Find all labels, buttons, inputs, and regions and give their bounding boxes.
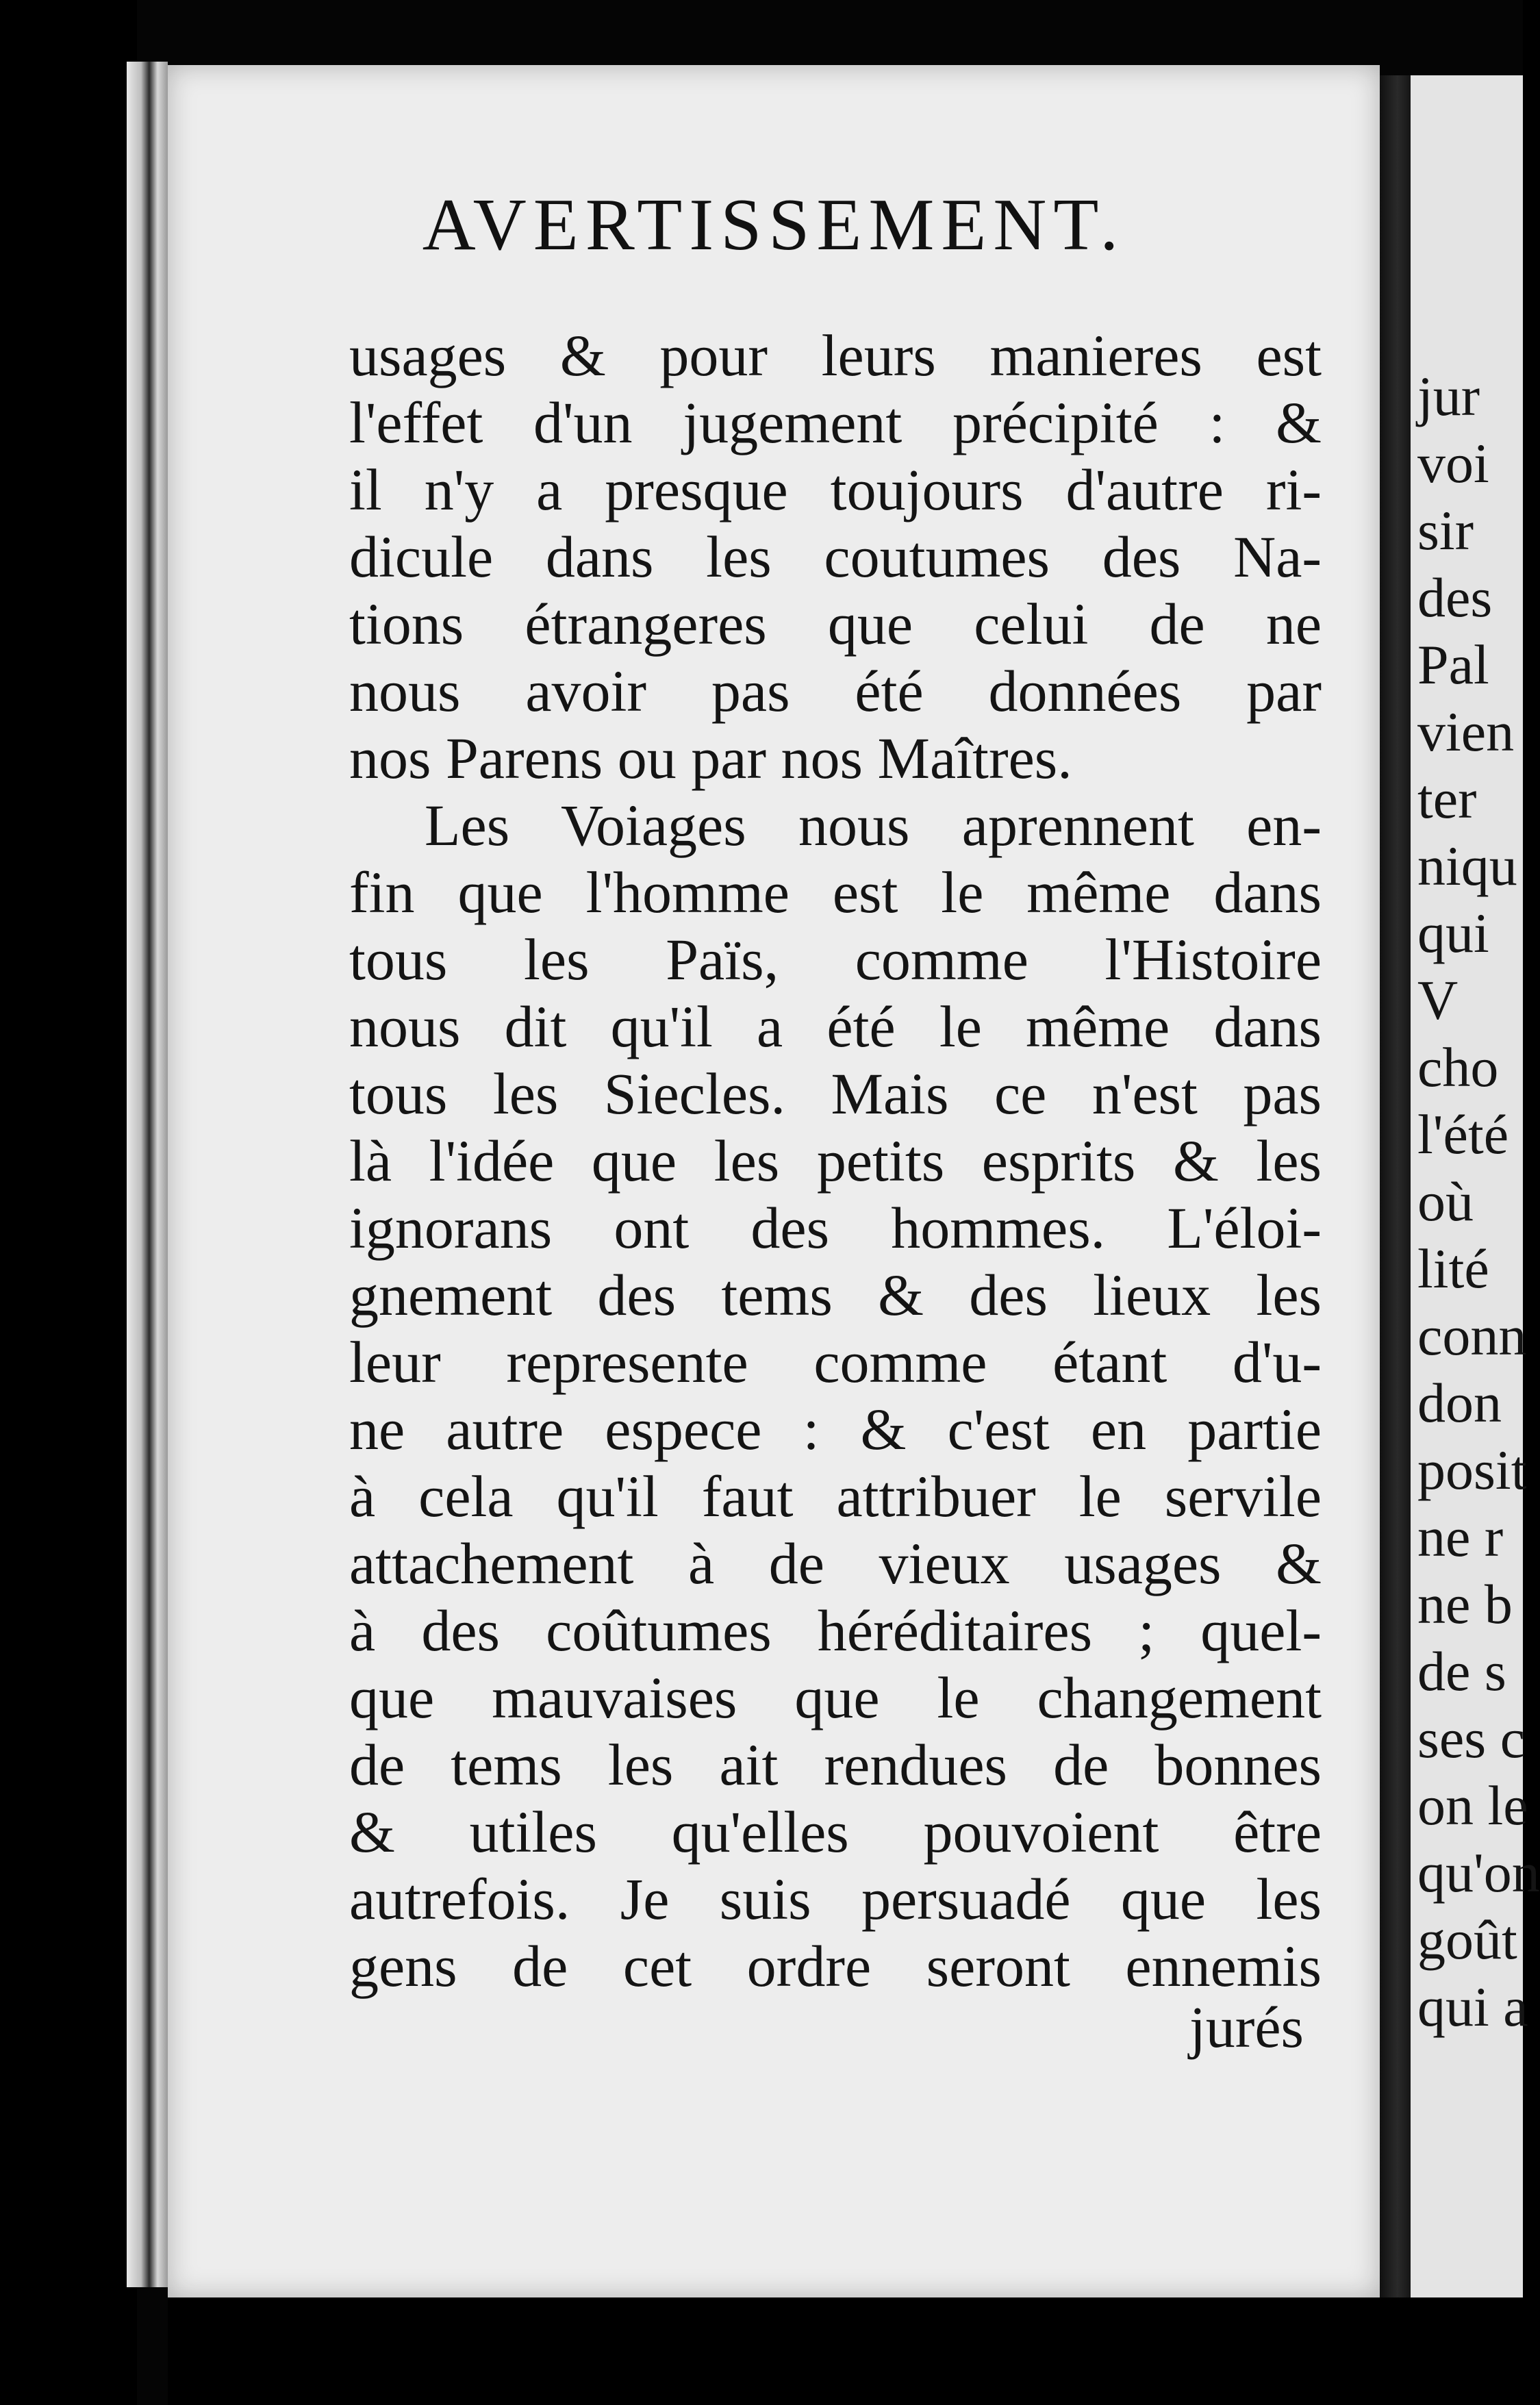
text-line: nous avoir pas été données par bbox=[349, 658, 1322, 724]
facing-text-line: voi bbox=[1417, 432, 1489, 494]
catchword: jurés bbox=[1189, 1994, 1304, 2060]
facing-text-line: ne r bbox=[1417, 1506, 1504, 1568]
facing-page-fragment bbox=[1411, 75, 1540, 2335]
facing-text-line: conn bbox=[1417, 1305, 1527, 1367]
text-line: l'effet d'un jugement précipité : & bbox=[349, 390, 1322, 455]
facing-text-line: vien bbox=[1417, 701, 1515, 763]
facing-text-line: des bbox=[1417, 566, 1493, 629]
text-line: autrefois. Je suis persuadé que les bbox=[349, 1866, 1322, 1932]
text-line: tous les Païs, comme l'Histoire bbox=[349, 927, 1322, 992]
text-line: gnement des tems & des lieux les bbox=[349, 1262, 1322, 1328]
text-line: il n'y a presque toujours d'autre ri- bbox=[349, 457, 1322, 522]
text-line: leur represente comme étant d'u- bbox=[349, 1329, 1322, 1395]
text-line: & utiles qu'elles pouvoient être bbox=[349, 1799, 1322, 1865]
facing-text-line: posit bbox=[1417, 1439, 1527, 1501]
text-line: fin que l'homme est le même dans bbox=[349, 859, 1322, 925]
text-line: de tems les ait rendues de bonnes bbox=[349, 1732, 1322, 1798]
running-head: AVERTISSEMENT. bbox=[422, 184, 1126, 266]
facing-text-line: V bbox=[1417, 969, 1459, 1031]
text-line: Les Voiages nous aprennent en- bbox=[425, 792, 1322, 858]
facing-text-line: cho bbox=[1417, 1036, 1499, 1098]
facing-text-line: qu'on bbox=[1417, 1841, 1540, 1904]
text-line: nos Parens ou par nos Maîtres. bbox=[349, 725, 1072, 791]
text-line: tions étrangeres que celui de ne bbox=[349, 591, 1322, 657]
facing-text-line: qui bbox=[1417, 902, 1489, 964]
text-line: usages & pour leurs manieres est bbox=[349, 323, 1322, 388]
text-line: là l'idée que les petits esprits & les bbox=[349, 1128, 1322, 1194]
text-line: ne autre espece : & c'est en partie bbox=[349, 1396, 1322, 1462]
facing-text-line: de s bbox=[1417, 1640, 1506, 1702]
text-line: à cela qu'il faut attribuer le servile bbox=[349, 1463, 1322, 1529]
facing-text-line: niqu bbox=[1417, 835, 1517, 897]
facing-text-line: ses c bbox=[1417, 1707, 1526, 1770]
text-line: à des coûtumes héréditaires ; quel- bbox=[349, 1598, 1322, 1663]
facing-text-line: ter bbox=[1417, 768, 1477, 830]
body-text bbox=[349, 322, 1322, 2000]
page-edge-strip bbox=[127, 62, 168, 2287]
facing-text-line: sir bbox=[1417, 499, 1474, 562]
text-line: ignorans ont des hommes. L'éloi- bbox=[349, 1195, 1322, 1261]
facing-text-line: qui a bbox=[1417, 1976, 1528, 2038]
facing-text-line: goût bbox=[1417, 1909, 1517, 1971]
facing-text-line: Pal bbox=[1417, 633, 1489, 696]
facing-text-line: où bbox=[1417, 1170, 1474, 1233]
scan-bottom-edge bbox=[168, 2297, 1523, 2405]
facing-text-line: on le bbox=[1417, 1774, 1528, 1837]
facing-text-line: l'été bbox=[1417, 1103, 1509, 1166]
facing-text-line: lité bbox=[1417, 1237, 1489, 1300]
book-spine bbox=[0, 0, 137, 2405]
facing-text-line: don bbox=[1417, 1372, 1502, 1434]
text-line: tous les Siecles. Mais ce n'est pas bbox=[349, 1061, 1322, 1126]
text-line: gens de cet ordre seront ennemis bbox=[349, 1933, 1322, 1999]
text-line: dicule dans les coutumes des Na- bbox=[349, 524, 1322, 590]
text-line: que mauvaises que le changement bbox=[349, 1665, 1322, 1730]
facing-text-line: ne b bbox=[1417, 1573, 1513, 1635]
text-line: nous dit qu'il a été le même dans bbox=[349, 994, 1322, 1059]
text-line: attachement à de vieux usages & bbox=[349, 1531, 1322, 1596]
facing-text-line: jur bbox=[1417, 365, 1480, 427]
facing-page-text bbox=[1417, 363, 1540, 2041]
